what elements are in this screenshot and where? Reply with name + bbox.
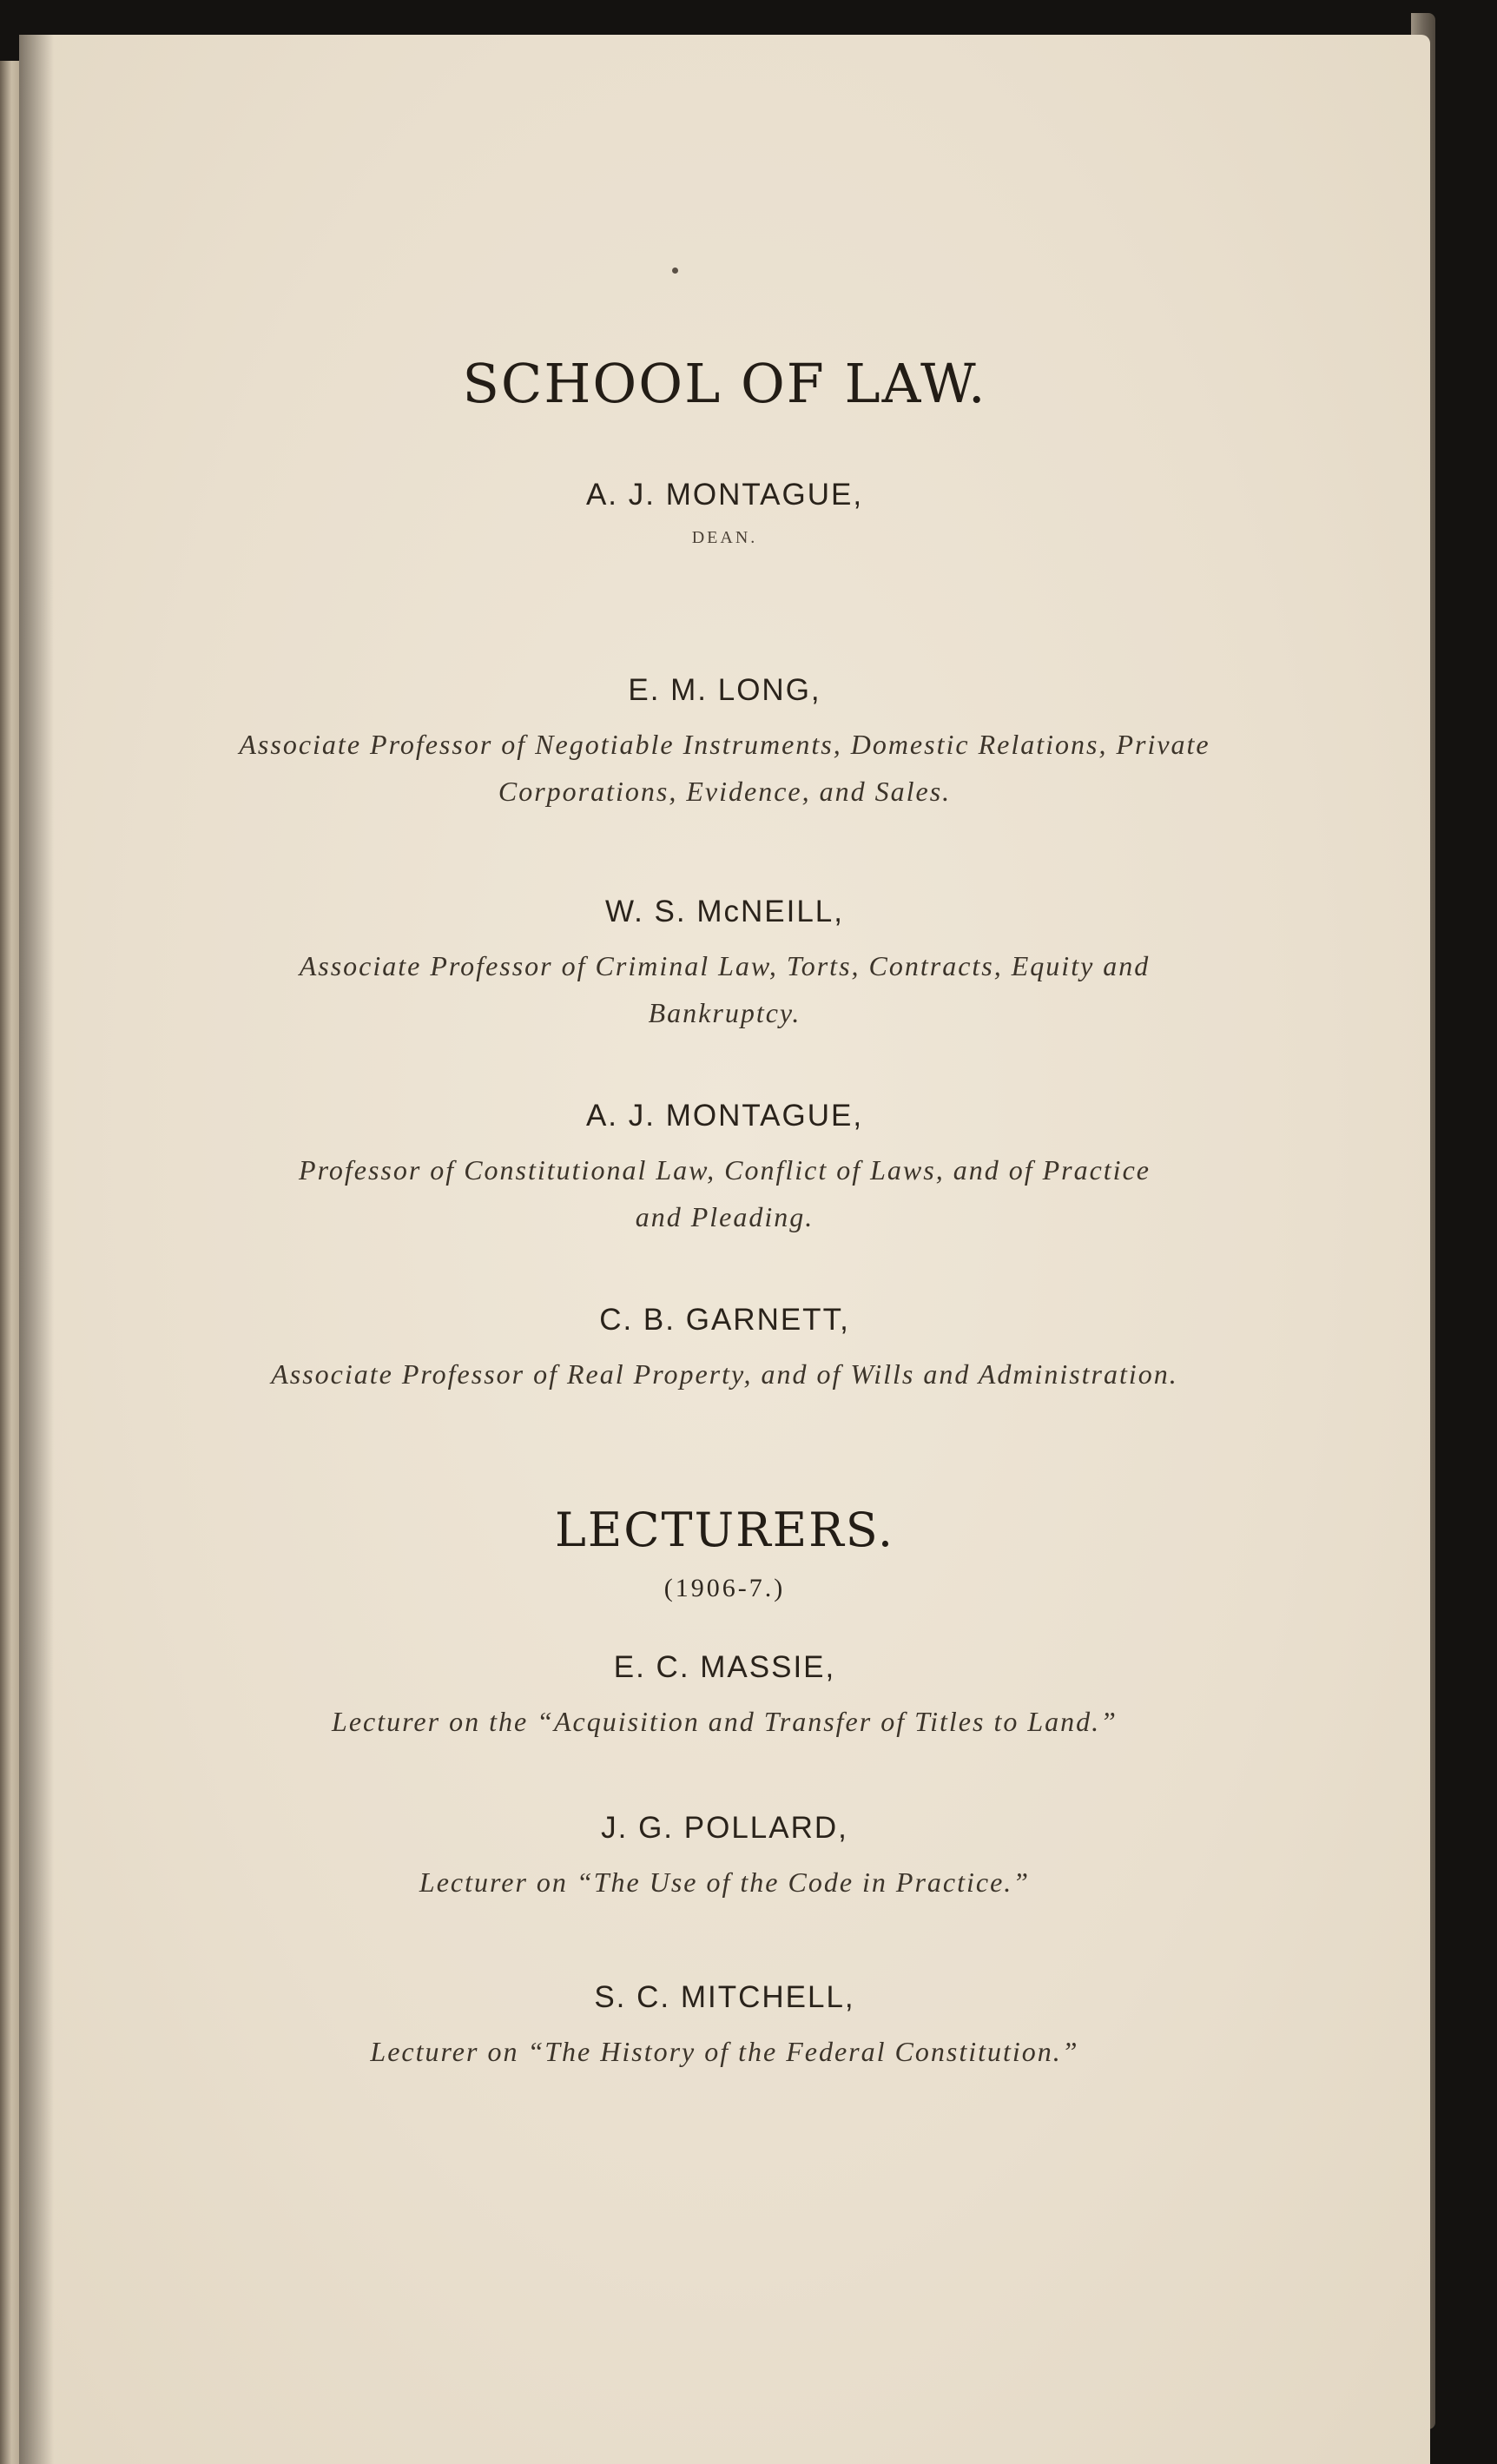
faculty-name: C. B. GARNETT,: [599, 1303, 850, 1337]
page: [19, 35, 1430, 2464]
description-line: Corporations, Evidence, and Sales.: [498, 776, 952, 807]
faculty-description: [19, 942, 1430, 1036]
description-line: and Pleading.: [635, 1201, 814, 1232]
lecturer-description: Lecturer on the “Acquisition and Transfer of Titles to Land.”: [332, 1706, 1118, 1737]
description-line: Associate Professor of Criminal Law, Torts, Contracts, Equity and: [299, 950, 1151, 981]
page-content: [19, 35, 1430, 2464]
ink-speck: [672, 268, 678, 274]
description-line: Bankruptcy.: [648, 997, 801, 1028]
faculty-name: E. M. LONG,: [628, 673, 821, 707]
facing-page-edge: [0, 61, 19, 2464]
faculty-name: A. J. MONTAGUE,: [585, 1099, 864, 1133]
lecturer-name: S. C. MITCHELL,: [594, 1980, 855, 2014]
faculty-description: [19, 1351, 1430, 1397]
dean-name: A. J. MONTAGUE,: [585, 478, 864, 512]
school-title: SCHOOL OF LAW.: [462, 352, 987, 415]
description-line: Associate Professor of Negotiable Instruments, Domestic Relations, Private: [239, 729, 1210, 760]
lecturer-name: J. G. POLLARD,: [601, 1811, 848, 1845]
faculty-description: [19, 1146, 1430, 1240]
lecturer-name: E. C. MASSIE,: [613, 1650, 836, 1684]
lecturer-description: Lecturer on “The Use of the Code in Practice.”: [419, 1866, 1031, 1898]
lecturers-heading: LECTURERS.: [554, 1503, 895, 1557]
faculty-name: W. S. McNEILL,: [605, 895, 844, 928]
description-line: Professor of Constitutional Law, Conflict of Laws, and of Practice: [299, 1154, 1151, 1186]
faculty-description: [19, 721, 1430, 815]
description-line: Associate Professor of Real Property, and of Wills and Administration.: [271, 1358, 1178, 1390]
dean-title: DEAN.: [691, 528, 758, 547]
lecturer-description: Lecturer on “The History of the Federal Constitution.”: [370, 2036, 1079, 2067]
lecturers-year: (1906-7.): [663, 1574, 786, 1602]
